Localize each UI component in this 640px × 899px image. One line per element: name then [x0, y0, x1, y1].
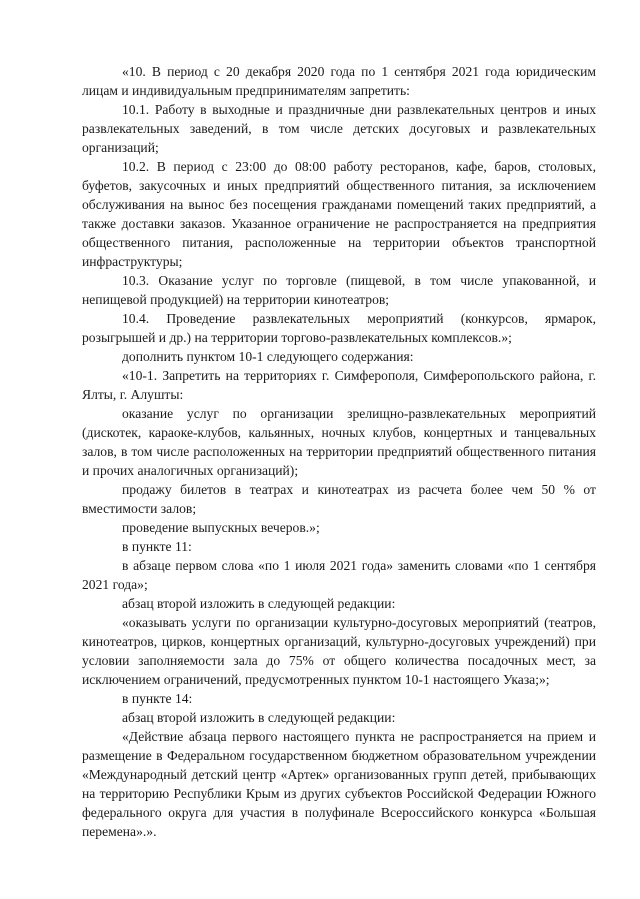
paragraph-7: «10-1. Запретить на территориях г. Симферополя, Симферопольского района, г. Ялты, г. Алушты:	[82, 368, 596, 402]
paragraph-6: дополнить пунктом 10-1 следующего содержания:	[122, 349, 414, 364]
paragraph-8: оказание услуг по организации зрелищно-развлекательных мероприятий (дискотек, караоке-клубов, кальянных, ночных клубов, концертных и танцевальных залов, в том числе расположенных на территории предприятий общественного питания и прочих аналогичных организаций);	[82, 406, 596, 478]
paragraph-5: 10.4. Проведение развлекательных мероприятий (конкурсов, ярмарок, розыгрышей и др.) на территории торгово-развлекательных комплексов.»;	[82, 311, 596, 345]
paragraph-1: «10. В период с 20 декабря 2020 года по 1 сентября 2021 года юридическим лицам и индивидуальным предпринимателям запретить:	[82, 64, 596, 98]
paragraph-10: проведение выпускных вечеров.»;	[122, 520, 320, 535]
paragraph-14: «оказывать услуги по организации культурно-досуговых мероприятий (театров, кинотеатров, цирков, концертных организаций, культурно-досуговых учреждений) при условии заполняемости зала до 75% от общего количества посадочных мест, за исключением ограничений, предусмотренных пунктом 10-1 настоящего Указа;»;	[82, 615, 596, 687]
paragraph-11: в пункте 11:	[122, 539, 192, 554]
paragraph-16: абзац второй изложить в следующей редакции:	[122, 710, 396, 725]
paragraph-17: «Действие абзаца первого настоящего пункта не распространяется на прием и размещение в Федеральном государственном бюджетном образовательном учреждении «Международный детский центр «Артек» организованных групп детей, прибывающих на территорию Республики Крым из других субъектов Российской Федерации Южного федерального округа для участия в полуфинале Всероссийского конкурса «Большая перемена».».	[82, 729, 596, 839]
paragraph-9: продажу билетов в театрах и кинотеатрах из расчета более чем 50 % от вместимости залов;	[82, 482, 596, 516]
paragraph-2: 10.1. Работу в выходные и праздничные дни развлекательных центров и иных развлекательных заведений, в том числе детских досуговых и развлекательных организаций;	[82, 102, 596, 155]
paragraph-13: абзац второй изложить в следующей редакции:	[122, 596, 396, 611]
paragraph-4: 10.3. Оказание услуг по торговле (пищевой, в том числе упакованной, и непищевой продукцией) на территории кинотеатров;	[82, 273, 596, 307]
paragraph-15: в пункте 14:	[122, 691, 193, 706]
paragraph-12: в абзаце первом слова «по 1 июля 2021 года» заменить словами «по 1 сентября 2021 года»;	[82, 558, 596, 592]
paragraph-3: 10.2. В период с 23:00 до 08:00 работу ресторанов, кафе, баров, столовых, буфетов, закусочных и иных предприятий общественного питания, за исключением обслуживания на вынос без посещения гражданами помещений таких предприятий, а также доставки заказов. Указанное ограничение не распространяется на предприятия общественного питания, расположенные на территории объектов транспортной инфраструктуры;	[82, 159, 596, 269]
